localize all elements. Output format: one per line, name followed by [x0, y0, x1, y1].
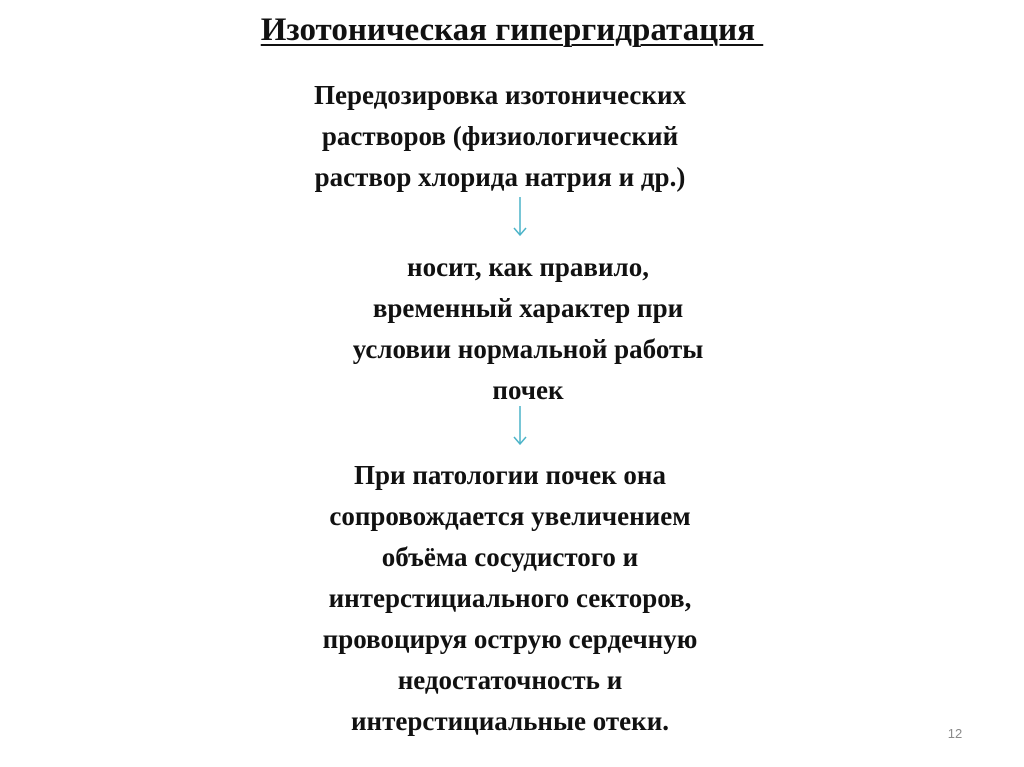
text-line: При патологии почек она [354, 460, 666, 490]
arrow-down-icon [513, 406, 527, 446]
page-number: 12 [947, 726, 963, 741]
text-line: объёма сосудистого и [381, 542, 639, 572]
text-line: интерстициальные отеки. [350, 706, 670, 736]
text-line: недостаточность и [397, 665, 623, 695]
text-line: сопровождается увеличением [329, 501, 691, 531]
text-line: временный характер при [372, 293, 684, 323]
slide-title-text: Изотоническая гипергидратация [260, 12, 764, 48]
slide-title [0, 10, 1024, 50]
text-line: Передозировка изотонических [313, 80, 687, 110]
text-line: раствор хлорида натрия и др.) [314, 162, 686, 192]
text-line: почек [492, 375, 564, 405]
text-block-pathology [210, 455, 810, 742]
text-line: носит, как правило, [407, 252, 649, 282]
text-block-overdose [200, 75, 800, 198]
text-block-temporary [228, 247, 828, 411]
arrow-down-icon [513, 197, 527, 237]
text-line: интерстициального секторов, [328, 583, 692, 613]
text-line: условии нормальной работы [352, 334, 704, 364]
text-line: провоцируя острую сердечную [322, 624, 698, 654]
text-line: растворов (физиологический [321, 121, 679, 151]
